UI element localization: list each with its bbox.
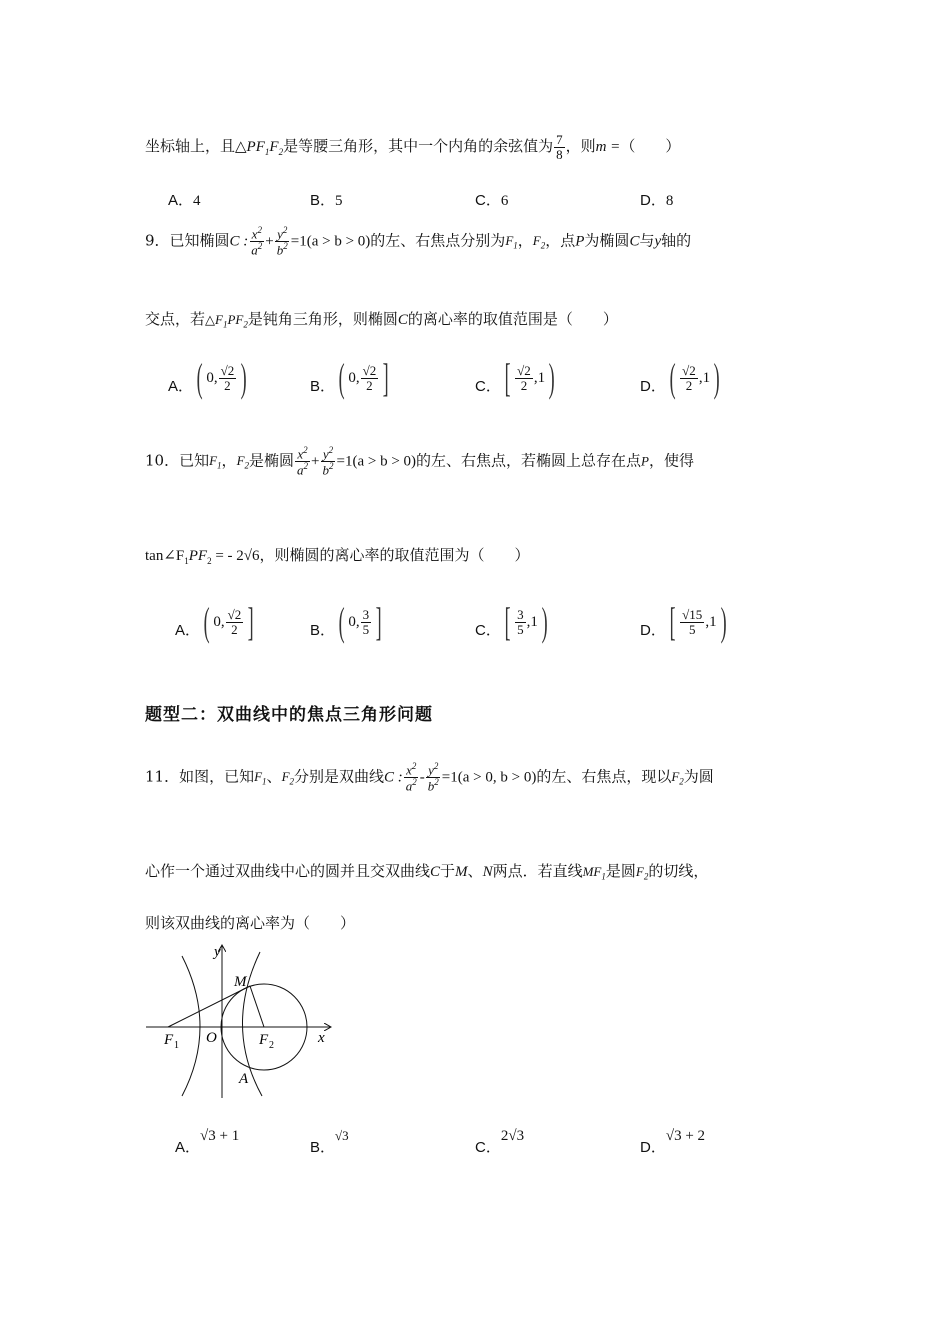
- q9-text4: 与: [639, 231, 655, 250]
- q9-eq-c: C :: [229, 233, 249, 250]
- q10-text2: 的左、右焦点，若椭圆上总存在点: [416, 451, 642, 470]
- q8-line: [145, 133, 810, 161]
- q10-line2: [145, 546, 810, 567]
- label-x: x: [318, 1030, 325, 1046]
- q10-option-a[interactable]: A． ( 0, $\frac{√2}{2}$ ]: [175, 599, 254, 644]
- q9-line2-a: 交点，若: [145, 310, 206, 328]
- label-y: y: [214, 944, 221, 960]
- q10-option-c[interactable]: C． [ $\frac{3}{5}$ ,1 ): [475, 599, 548, 644]
- q10-line2-b: ，则椭圆的离心率的取值范围为（ ）: [259, 546, 530, 564]
- q10-text1: 是椭圆: [249, 451, 295, 470]
- q8-text-c: ，则: [565, 137, 596, 156]
- q11-line3: 则该双曲线的离心率为（ ）: [145, 914, 356, 932]
- q9-option-b[interactable]: B． ( 0, $\frac{√2}{2}$ ]: [310, 355, 389, 400]
- q10-option-b[interactable]: B． ( 0, $\frac{3}{5}$ ]: [310, 599, 382, 644]
- q9-frac-y: $\frac{y^2}{b^2}$: [276, 225, 288, 258]
- q11-option-d[interactable]: D．√3 + 2: [640, 1128, 706, 1156]
- q9-text2: ，点: [545, 231, 576, 250]
- q8-option-b[interactable]: B．5: [310, 192, 343, 209]
- section-heading: 题型二：双曲线中的焦点三角形问题: [145, 705, 433, 725]
- q9-option-d[interactable]: D． ( $\frac{√2}{2}$ ,1 ): [640, 355, 720, 400]
- q8-text-b: 是等腰三角形，其中一个内角的余弦值为: [283, 137, 554, 156]
- q11-line1: 11．如图，已知$F_1$、$F_2$分别是双曲线C : $\frac{x^2}{a^2}$ - $\frac{y^2}{b^2}$ =1(a > 0, b > 0)的左、右焦点，现以$F_2$为圆: [145, 761, 714, 794]
- q11-option-b[interactable]: B．√3: [310, 1128, 349, 1156]
- q9-text3: 为椭圆: [584, 231, 630, 250]
- q11-option-a[interactable]: A．√3 + 1: [175, 1128, 240, 1156]
- q8-triangle: $\triangle PF_1F_2$: [235, 139, 284, 158]
- label-f2-sub: 2: [269, 1040, 274, 1051]
- segment-mf2: [250, 986, 264, 1027]
- label-a: A: [239, 1071, 249, 1087]
- q8-fraction: $\frac{7}{8}$: [556, 132, 563, 162]
- q11-line2-b: 于: [440, 862, 456, 880]
- q9-line2-b: 是钝角三角形，则椭圆: [247, 310, 398, 328]
- q11-line2-d: 是圆: [605, 862, 636, 880]
- q8-option-a[interactable]: A．4: [168, 192, 201, 209]
- q9-text5: 轴的: [661, 231, 692, 250]
- label-f2: F: [259, 1032, 269, 1048]
- q11-line2-c: 两点．若直线: [492, 862, 583, 880]
- q8-text-a: 坐标轴上，且: [145, 137, 236, 156]
- q10-eq-rhs: =1(a > b > 0): [336, 453, 417, 470]
- q9-frac-x: $\frac{x^2}{a^2}$: [251, 225, 263, 258]
- q9-line1: 9．已知椭圆C : $\frac{x^2}{a^2}$ + $\frac{y^2}{b^2}$ =1(a > b > 0)的左、右焦点分别为$F_1$，$F_2$，点P为椭圆C与y轴的: [145, 225, 692, 258]
- label-m: M: [234, 974, 247, 990]
- q10-option-d[interactable]: D． [ $\frac{√15}{5}$ ,1 ): [640, 599, 727, 644]
- q11-frac-x: $\frac{x^2}{a^2}$: [405, 761, 417, 794]
- q9-text1: 的左、右焦点分别为: [370, 231, 506, 250]
- q11-frac-y: $\frac{y^2}{b^2}$: [427, 761, 439, 794]
- label-f1: F: [164, 1032, 174, 1048]
- q9-option-a[interactable]: A． ( 0, $\frac{√2}{2}$ ): [168, 355, 247, 400]
- q11-line2-a: 心作一个通过双曲线中心的圆并且交双曲线: [145, 862, 431, 880]
- q11-text1: 分别是双曲线: [294, 767, 385, 786]
- q9-eq-rhs: =1(a > b > 0): [290, 233, 371, 250]
- q9-number: 9．已知椭圆: [145, 231, 230, 250]
- q11-line2: 心作一个通过双曲线中心的圆并且交双曲线C于M、N两点．若直线$MF_1$是圆$F_2$的切线，: [145, 862, 709, 882]
- q11-eq-rhs: =1(a > 0, b > 0): [441, 769, 537, 786]
- q10-tan-expression: $\tan\angle F_1PF_2$ = - 2√6: [145, 548, 260, 566]
- label-f1-sub: 1: [174, 1040, 179, 1051]
- q8-m-equals: m =: [595, 139, 621, 156]
- q9-option-c[interactable]: C． [ $\frac{√2}{2}$ ,1 ): [475, 355, 555, 400]
- q10-number: 10．已知: [145, 451, 210, 470]
- hyperbola-figure: [140, 938, 340, 1098]
- q8-option-c[interactable]: C．6: [475, 192, 509, 209]
- q11-text3: 为圆: [683, 767, 714, 786]
- tangent-line-mf1: [168, 986, 250, 1027]
- q10-frac-y: $\frac{y^2}{b^2}$: [322, 445, 334, 478]
- q8-paren: （ ）: [620, 137, 681, 156]
- q11-text2: 的左、右焦点，现以: [536, 767, 672, 786]
- q9-line2: 交点，若$\triangle F_1PF_2$是钝角三角形，则椭圆C的离心率的取值范围是（ ）: [145, 310, 618, 330]
- label-o: O: [206, 1030, 217, 1046]
- q10-text3: ，使得: [649, 451, 695, 470]
- q10-frac-x: $\frac{x^2}{a^2}$: [297, 445, 309, 478]
- q9-line2-c: 的离心率的取值范围是（ ）: [407, 310, 618, 328]
- q11-line2-e: 的切线，: [648, 862, 709, 880]
- q10-line1: 10．已知$F_1$，$F_2$是椭圆 $\frac{x^2}{a^2}$ + $\frac{y^2}{b^2}$ =1(a > b > 0)的左、右焦点，若椭圆上总存在点P，使得: [145, 445, 695, 478]
- q11-eq-c: C :: [384, 769, 403, 786]
- q11-option-c[interactable]: C．2√3: [475, 1128, 525, 1156]
- hyperbola-left-branch: [182, 956, 200, 1096]
- q11-number: 11．如图，已知: [145, 767, 255, 786]
- q8-option-d[interactable]: D．8: [640, 192, 674, 209]
